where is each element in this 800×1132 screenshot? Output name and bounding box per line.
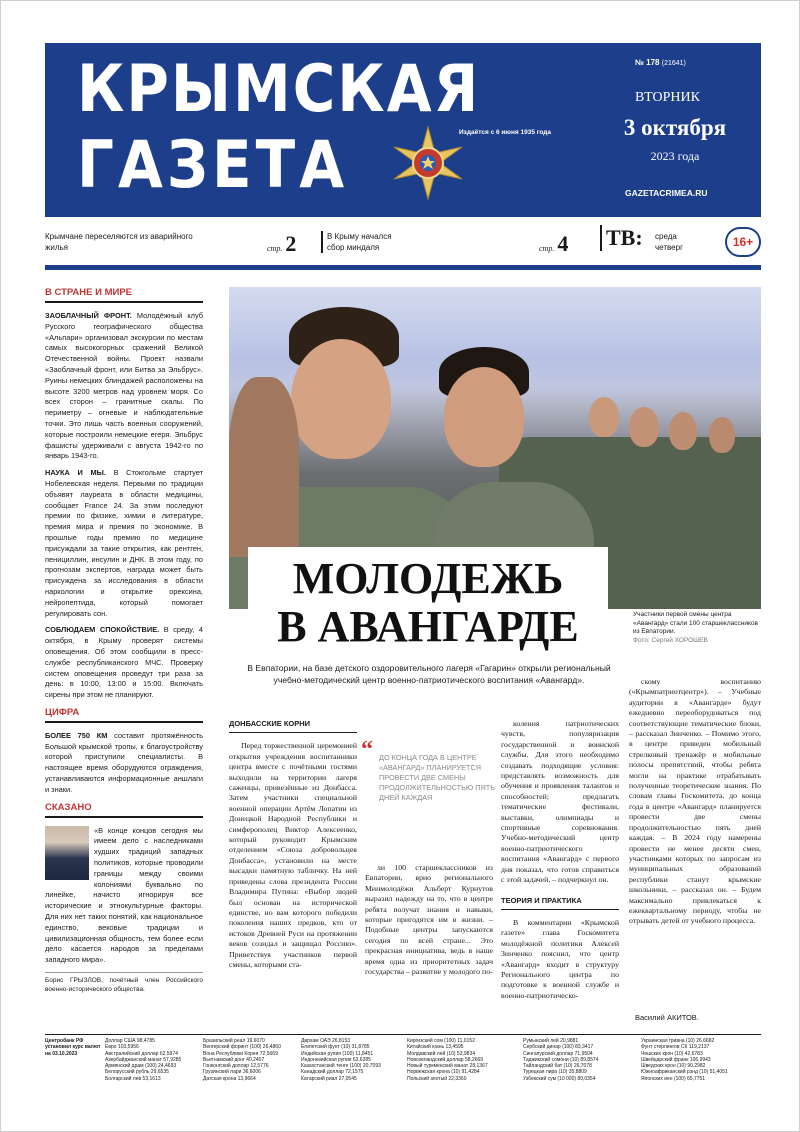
news-item: ЗАОБЛАЧНЫЙ ФРОНТ. Молодёжный клуб Русского географического общества «Альпари» организовал экскурсии по местам самых высокогорных сражений Великой Отечественной войны. Проект назвали «Заоблачный фронт, или Битва за Эльбрус». Руины немецких блиндажей расположены на высоте 3200 метров над уровнем моря. Со всех сторон – гранитные скалы. По периметру – огневые и наблюдательные точки. Это лишь часть военных сооружений, которые построили немецкие егеря. Эльбрус фашисты удерживали с августа 1942-го по январь 1943-го. <box>45 311 203 461</box>
teaser-tv-days[interactable]: среда четверг <box>655 232 683 252</box>
teaser-bar <box>45 225 761 263</box>
quote-author-photo <box>45 826 89 880</box>
day-of-week: ВТОРНИК <box>635 90 700 105</box>
rates-col: Украинская гривна (10) 26,6682 Фунт стерлингов СК 119,2137 Чешских крон (10) 42,6783 Швейцарский франк 106,9943 Шведских крон (10) 90,2982 Южноафриканский рэнд (10) 51,4051 Японских иен (100) 65,7751 <box>641 1038 728 1082</box>
quote-mark-icon: “ <box>361 737 373 763</box>
rates-col: Доллар США 98,4785 Евро 103,5956 Австралийский доллар 62,5974 Азербайджанский манат 57,9285 Армянский драм (100) 24,4693 Белорусский рубль 29,6535 Болгарский лев 53,1613 <box>105 1038 182 1082</box>
rates-col: Бразильский реал 19,6070 Венгерский форинт (100) 26,4860 Вона Республики Корея 72,5669 Вьетнамский донг 40,2407 Гонконгский доллар 12,5776 Грузинский лари 36,6006 Датская крона 13,9664 <box>203 1038 281 1082</box>
currency-rates <box>45 1034 761 1094</box>
section-heading-country: В СТРАНЕ И МИРЕ <box>45 287 203 303</box>
subheading-theory: ТЕОРИЯ И ПРАКТИКА <box>501 896 619 910</box>
news-item: СОБЛЮДАЕМ СПОКОЙСТВИЕ. В среду, 4 октября, в Крыму проверят системы оповещения. Об этом сообщили в пресс-службе республиканского МЧС. Проверку систем оповещения проведут три раза за день: в 10:00, 13:00 и 15:00. Включать сирены при этом не планируют. <box>45 625 203 700</box>
rates-col: Дирхам ОАЭ 26,8153 Египетский фунт (10) 31,8785 Индийская рупия (100) 11,8451 Индонезийская рупия 63,6285 Казахстанский тенге (100) 20,7093 Канадский доллар 72,1575 Катарский риал 27,0545 <box>301 1038 381 1082</box>
section-heading-quote: СКАЗАНО <box>45 802 203 818</box>
article-headline: МОЛОДЕЖЬ В АВАНГАРДЕ <box>248 547 608 657</box>
masthead-title-line1: КРЫМСКАЯ <box>77 50 481 127</box>
article-column-4: скому воспитанию («Крымпатриотцентр»). – Учебные аудитории в «Авангарде» будут ежедневно переоборудоваться под соответствующие тематические блоки, – рассказал Зинченко. – Помимо этого, в центре приведен мобильный стрелковый тренажёр и мобильные полосы препятствий, чтобы ребята могли на практике отрабатывать полученные теоретические знания. По словам главы Госкомитета, до конца года в центре «Авангард» планируется провести две смены продолжительностью пять дней каждая. – В 2024 году намерены провести не менее десяти смен, участниками которых по запросам из муниципальных образований республики станут крымские школьники, – рассказал он. – Будем максимально привлекаться к ежеквартальному периоду, чтобы не отрывать детей от учебного процесса. <box>629 677 761 926</box>
teaser-left[interactable]: Крымчане переселяются из аварийного жилья <box>45 232 193 252</box>
rates-col: Киргизский сом (100) 11,0152 Китайский юань 13,4595 Молдавский лей (10) 53,9834 Новозеландский доллар 58,2669 Новый туркменский манат 28,1367 Норвежская крона (10) 91,4284 Польский злотый 22,3360 <box>407 1038 488 1082</box>
article-signature: Василий АКИТОВ. <box>635 1013 699 1022</box>
photo-caption: Участники первой смены центра «Авангард» стали 100 старшеклассников из Евпатории. Фото: Сергей ХОРОШЕВ <box>633 611 761 645</box>
header-rule <box>45 265 761 270</box>
article-lead: В Евпатории, на базе детского оздоровительного лагеря «Гагарин» открыли региональный учебно-методический центр военно-патриотического воспитания «Авангард». <box>247 663 611 685</box>
article-column-3: коления патриотических чувств, популяризация государственной и воинской службы. Для этого необходимо создавать подходящие условия: представлять возможность для обучения и проявления талантов и способностей; предлагать тематические фестивали, выставки, олимпиады и спортивные соревнования. Учебно-методический центр военно-патриотического воспитания «Авангард» с первого дня показал, что готов справиться с этой задачей, – подчеркнул он. ТЕОРИЯ И ПРАКТИКА В комментарии «Крымской газете» глава Госкомитета молодёжной политики Алексей Зинченко пояснил, что центр «Авангард» входит в структуру Регионального центра по подготовке к военной службе и военно-патриотическо- <box>501 719 619 1000</box>
sidebar-news <box>45 287 203 1000</box>
masthead-since: Издаётся с 6 июня 1935 года <box>459 129 551 136</box>
photo-credit: Фото: Сергей ХОРОШЕВ <box>633 636 708 644</box>
figure-item: БОЛЕЕ 750 КМ составит протяжённость Большой крымской тропы, к благоустройству которой приступили специалисты. В настоящее время оборудуются ограждения, устанавливаются информационные аншлаги и знаки. <box>45 730 203 794</box>
issue-number: № 178 (21641) <box>635 58 686 67</box>
pull-quote: “ ДО КОНЦА ГОДА В ЦЕНТРЕ «АВАНГАРД» ПЛАНИРУЕТСЯ ПРОВЕСТИ ДВЕ СМЕНЫ ПРОДОЛЖИТЕЛЬНОСТЬЮ ПЯТЬ ДНЕЙ КАЖДАЯ <box>361 737 496 802</box>
teaser-page4[interactable]: стр. 4 <box>539 231 569 256</box>
quote-item: «В конце концов сегодня мы имеем дело с наследниками худших традиций западных политиков, которые проводили границы между своими колониями буквально по линейке, начисто игнорируя все исторические и этнокультурные факторы. Для них нет таких понятий, как национальное единство, вековые традиции и цивилизационная общность, тем более если дело касается народов за пределами западного мира». <box>45 825 203 965</box>
section-heading-figure: ЦИФРА <box>45 707 203 723</box>
teaser-page2[interactable]: стр. 2 <box>267 231 297 256</box>
issue-year: 2023 года <box>650 149 700 163</box>
rates-col: Румынский лей 20,9881 Сербский динар (100) 83,3417 Сингапурский доллар 71,9504 Таджикский сомони (10) 89,8574 Тайландский бат (10) 26,7078 Турецкая лира (10) 35,8809 Узбекский сум (10 000) 80,0354 <box>523 1038 599 1082</box>
masthead <box>45 43 761 217</box>
rates-intro: Центробанк РФ установил курс валют на 03.10.2023 <box>45 1038 101 1057</box>
site-link[interactable]: GAZETACRIMEA.RU <box>625 188 708 198</box>
issue-date: 3 октября <box>623 115 727 140</box>
article-column-1: ДОНБАССКИЕ КОРНИ Перед торжественной церемонией открытия учреждения воспитанники центра вместе с почётными гостями выходили на территории лагеря саженцы, привезённые из Донбасса. Затем участники специальной военной операции Артём Лопатин из Донецкой Народной Республики и симферополец Виктор Алексеенко, который руководит Крымским отделением «Союза добровольцев Донбасса», установили на месте высадки памятную табличку. На ней приведены слова президента России Владимира Путина: «Выбор людей был основан на исторической единстве, но вам которого победили поколения наших предков, кто от истоков Древней Руси на протяжении веков созидал и защищал Россию». Приветствуя участников первой смены, которыми ста- <box>229 719 357 969</box>
teaser-mid[interactable]: В Крыму начался сбор миндаля <box>321 231 411 253</box>
masthead-title-line2: ГАЗЕТА <box>77 126 349 203</box>
article-column-2: ли 100 старшеклассников из Евпатории, врио регионального Минмолодёжи Альберт Курнутов выразил надежду на то, что в центре ребята получат знания и навыки, которые пригодятся им в жизни. – Подобные центры запускаются сегодня по всей стране... Это прекрасная инициатива, ведь в наше время одна из приоритетных задач государства – развитие у молодого по- <box>365 863 493 977</box>
subheading-donbass: ДОНБАССКИЕ КОРНИ <box>229 719 357 733</box>
order-emblem-icon <box>390 125 466 201</box>
age-rating-badge: 16+ <box>725 227 761 257</box>
quote-author: Борис ГРЫЗЛОВ, почётный член Российского военно-исторического общества. <box>45 972 203 994</box>
teaser-tv-label: ТВ: <box>600 225 643 251</box>
news-item: НАУКА И МЫ. В Стокгольме стартует Нобелевская неделя. Первыми по традиции объявят лауреата в области медицины, сообщает France 24. За этим последуют премии по физике, химии и литературе, премия мира и премия по экономике. В прошлые годы премию по медицине присуждали за такие открытия, как рентген, пенициллин, инсулин и ДНК. В этом году, по прогнозам экспертов, награда может быть присуждена за исследования в области наркологии и открытие орексина, нейропептида, который помогает регулировать сон. <box>45 468 203 618</box>
